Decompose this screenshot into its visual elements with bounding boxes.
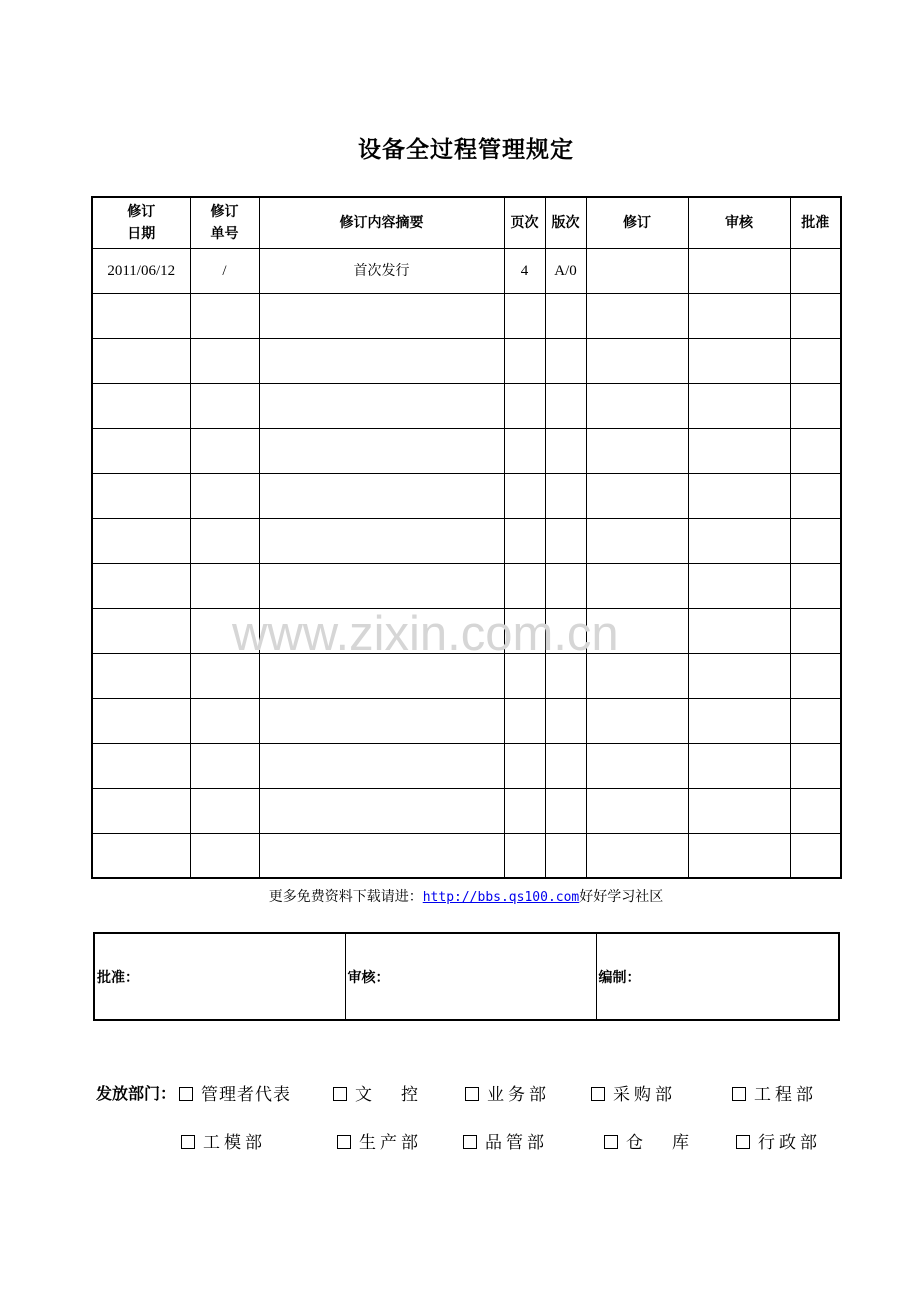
revision-table — [91, 196, 842, 879]
dept-management-rep[interactable]: 管理者代表 — [179, 1080, 291, 1105]
cell-revised — [586, 788, 688, 833]
checkbox-icon[interactable] — [736, 1135, 750, 1149]
cell-page — [504, 833, 545, 878]
cell-order-no — [190, 788, 259, 833]
checkbox-icon[interactable] — [604, 1135, 618, 1149]
prepare-field[interactable]: 编制： — [596, 933, 839, 1020]
cell-date — [92, 563, 190, 608]
cell-revised — [586, 428, 688, 473]
cell-version — [545, 518, 586, 563]
document-title: 设备全过程管理规定 — [358, 137, 574, 163]
cell-reviewed — [688, 653, 790, 698]
cell-revised — [586, 518, 688, 563]
cell-order-no — [190, 563, 259, 608]
cell-page — [504, 788, 545, 833]
table-row — [92, 788, 841, 833]
cell-reviewed — [688, 743, 790, 788]
dept-business[interactable]: 业务部 — [465, 1080, 550, 1105]
header-reviewed: 审核 — [688, 197, 790, 248]
cell-date — [92, 518, 190, 563]
cell-version — [545, 833, 586, 878]
cell-order-no: / — [190, 248, 259, 293]
cell-date — [92, 743, 190, 788]
table-row — [92, 518, 841, 563]
dept-administration[interactable]: 行政部 — [736, 1128, 821, 1153]
dept-engineering[interactable]: 工程部 — [732, 1080, 817, 1105]
table-row — [92, 338, 841, 383]
cell-order-no — [190, 428, 259, 473]
cell-version — [545, 293, 586, 338]
cell-page — [504, 428, 545, 473]
watermark: www.zixin.com.cn — [232, 607, 619, 661]
cell-reviewed — [688, 608, 790, 653]
cell-order-no — [190, 698, 259, 743]
cell-approved — [790, 653, 841, 698]
footer-suffix: 好好学习社区 — [579, 889, 664, 905]
cell-version — [545, 383, 586, 428]
cell-order-no — [190, 743, 259, 788]
cell-reviewed — [688, 833, 790, 878]
cell-summary — [259, 518, 504, 563]
header-summary: 修订内容摘要 — [259, 197, 504, 248]
cell-approved — [790, 293, 841, 338]
cell-version — [545, 473, 586, 518]
checkbox-icon[interactable] — [333, 1087, 347, 1101]
header-revision-order: 修订 单号 — [190, 197, 259, 248]
signature-table — [93, 932, 840, 1021]
checkbox-icon[interactable] — [465, 1087, 479, 1101]
header-revised: 修订 — [586, 197, 688, 248]
cell-revised — [586, 833, 688, 878]
dept-tooling[interactable]: 工模部 — [181, 1128, 266, 1153]
review-field[interactable]: 审核： — [345, 933, 596, 1020]
distribution-label: 发放部门： — [96, 1084, 177, 1103]
cell-page — [504, 473, 545, 518]
cell-date — [92, 788, 190, 833]
table-row — [92, 563, 841, 608]
dept-quality[interactable]: 品管部 — [463, 1128, 548, 1153]
cell-approved — [790, 383, 841, 428]
cell-summary — [259, 383, 504, 428]
cell-summary — [259, 788, 504, 833]
cell-order-no — [190, 473, 259, 518]
cell-page — [504, 563, 545, 608]
checkbox-icon[interactable] — [591, 1087, 605, 1101]
header-approved: 批准 — [790, 197, 841, 248]
cell-date — [92, 833, 190, 878]
table-row — [92, 833, 841, 878]
cell-summary — [259, 293, 504, 338]
footer-prefix: 更多免费资料下载请进： — [268, 889, 423, 905]
cell-order-no — [190, 338, 259, 383]
table-row — [92, 473, 841, 518]
table-row — [92, 428, 841, 473]
cell-revised — [586, 473, 688, 518]
cell-version — [545, 428, 586, 473]
cell-reviewed — [688, 518, 790, 563]
cell-summary — [259, 473, 504, 518]
cell-approved — [790, 698, 841, 743]
cell-reviewed — [688, 428, 790, 473]
cell-page — [504, 743, 545, 788]
checkbox-icon[interactable] — [732, 1087, 746, 1101]
cell-revised — [586, 743, 688, 788]
table-row — [92, 743, 841, 788]
cell-version — [545, 698, 586, 743]
cell-summary — [259, 698, 504, 743]
cell-page — [504, 293, 545, 338]
footer-note — [0, 886, 920, 906]
cell-version — [545, 563, 586, 608]
cell-reviewed — [688, 698, 790, 743]
cell-summary — [259, 833, 504, 878]
cell-date — [92, 698, 190, 743]
table-row — [92, 248, 841, 293]
cell-version — [545, 743, 586, 788]
cell-approved — [790, 248, 841, 293]
cell-reviewed — [688, 788, 790, 833]
cell-revised — [586, 563, 688, 608]
checkbox-icon[interactable] — [337, 1135, 351, 1149]
cell-page — [504, 698, 545, 743]
checkbox-icon[interactable] — [179, 1087, 193, 1101]
cell-date — [92, 473, 190, 518]
cell-reviewed — [688, 383, 790, 428]
cell-summary: 首次发行 — [259, 248, 504, 293]
cell-date — [92, 338, 190, 383]
table-row — [92, 293, 841, 338]
dept-document-control[interactable]: 文 控 — [333, 1080, 424, 1105]
cell-summary — [259, 338, 504, 383]
cell-revised — [586, 383, 688, 428]
cell-revised — [586, 698, 688, 743]
cell-approved — [790, 428, 841, 473]
cell-version — [545, 338, 586, 383]
cell-approved — [790, 338, 841, 383]
cell-date: 2011/06/12 — [92, 248, 190, 293]
table-row — [92, 383, 841, 428]
cell-page: 4 — [504, 248, 545, 293]
cell-version: A/0 — [545, 248, 586, 293]
cell-page — [504, 338, 545, 383]
dept-purchasing[interactable]: 采购部 — [591, 1080, 676, 1105]
cell-approved — [790, 788, 841, 833]
cell-page — [504, 518, 545, 563]
cell-order-no — [190, 293, 259, 338]
header-version: 版次 — [545, 197, 586, 248]
dept-production[interactable]: 生产部 — [337, 1128, 422, 1153]
cell-page — [504, 383, 545, 428]
dept-warehouse[interactable]: 仓 库 — [604, 1128, 695, 1153]
cell-approved — [790, 743, 841, 788]
cell-reviewed — [688, 473, 790, 518]
cell-summary — [259, 743, 504, 788]
cell-order-no — [190, 518, 259, 563]
cell-date — [92, 293, 190, 338]
cell-reviewed — [688, 248, 790, 293]
cell-date — [92, 653, 190, 698]
table-row — [92, 698, 841, 743]
footer-link[interactable]: http://bbs.qs100.com — [422, 890, 580, 905]
cell-approved — [790, 563, 841, 608]
table-header-row — [92, 197, 841, 248]
cell-revised — [586, 293, 688, 338]
cell-date — [92, 428, 190, 473]
cell-approved — [790, 473, 841, 518]
cell-date — [92, 383, 190, 428]
cell-approved — [790, 608, 841, 653]
cell-summary — [259, 563, 504, 608]
cell-version — [545, 788, 586, 833]
approve-field[interactable]: 批准： — [94, 933, 345, 1020]
cell-reviewed — [688, 338, 790, 383]
header-page: 页次 — [504, 197, 545, 248]
cell-approved — [790, 833, 841, 878]
cell-approved — [790, 518, 841, 563]
cell-revised — [586, 248, 688, 293]
cell-date — [92, 608, 190, 653]
cell-summary — [259, 428, 504, 473]
header-revision-date: 修订 日期 — [92, 197, 190, 248]
cell-order-no — [190, 833, 259, 878]
cell-order-no — [190, 383, 259, 428]
cell-reviewed — [688, 293, 790, 338]
cell-reviewed — [688, 563, 790, 608]
checkbox-icon[interactable] — [463, 1135, 477, 1149]
cell-revised — [586, 338, 688, 383]
checkbox-icon[interactable] — [181, 1135, 195, 1149]
